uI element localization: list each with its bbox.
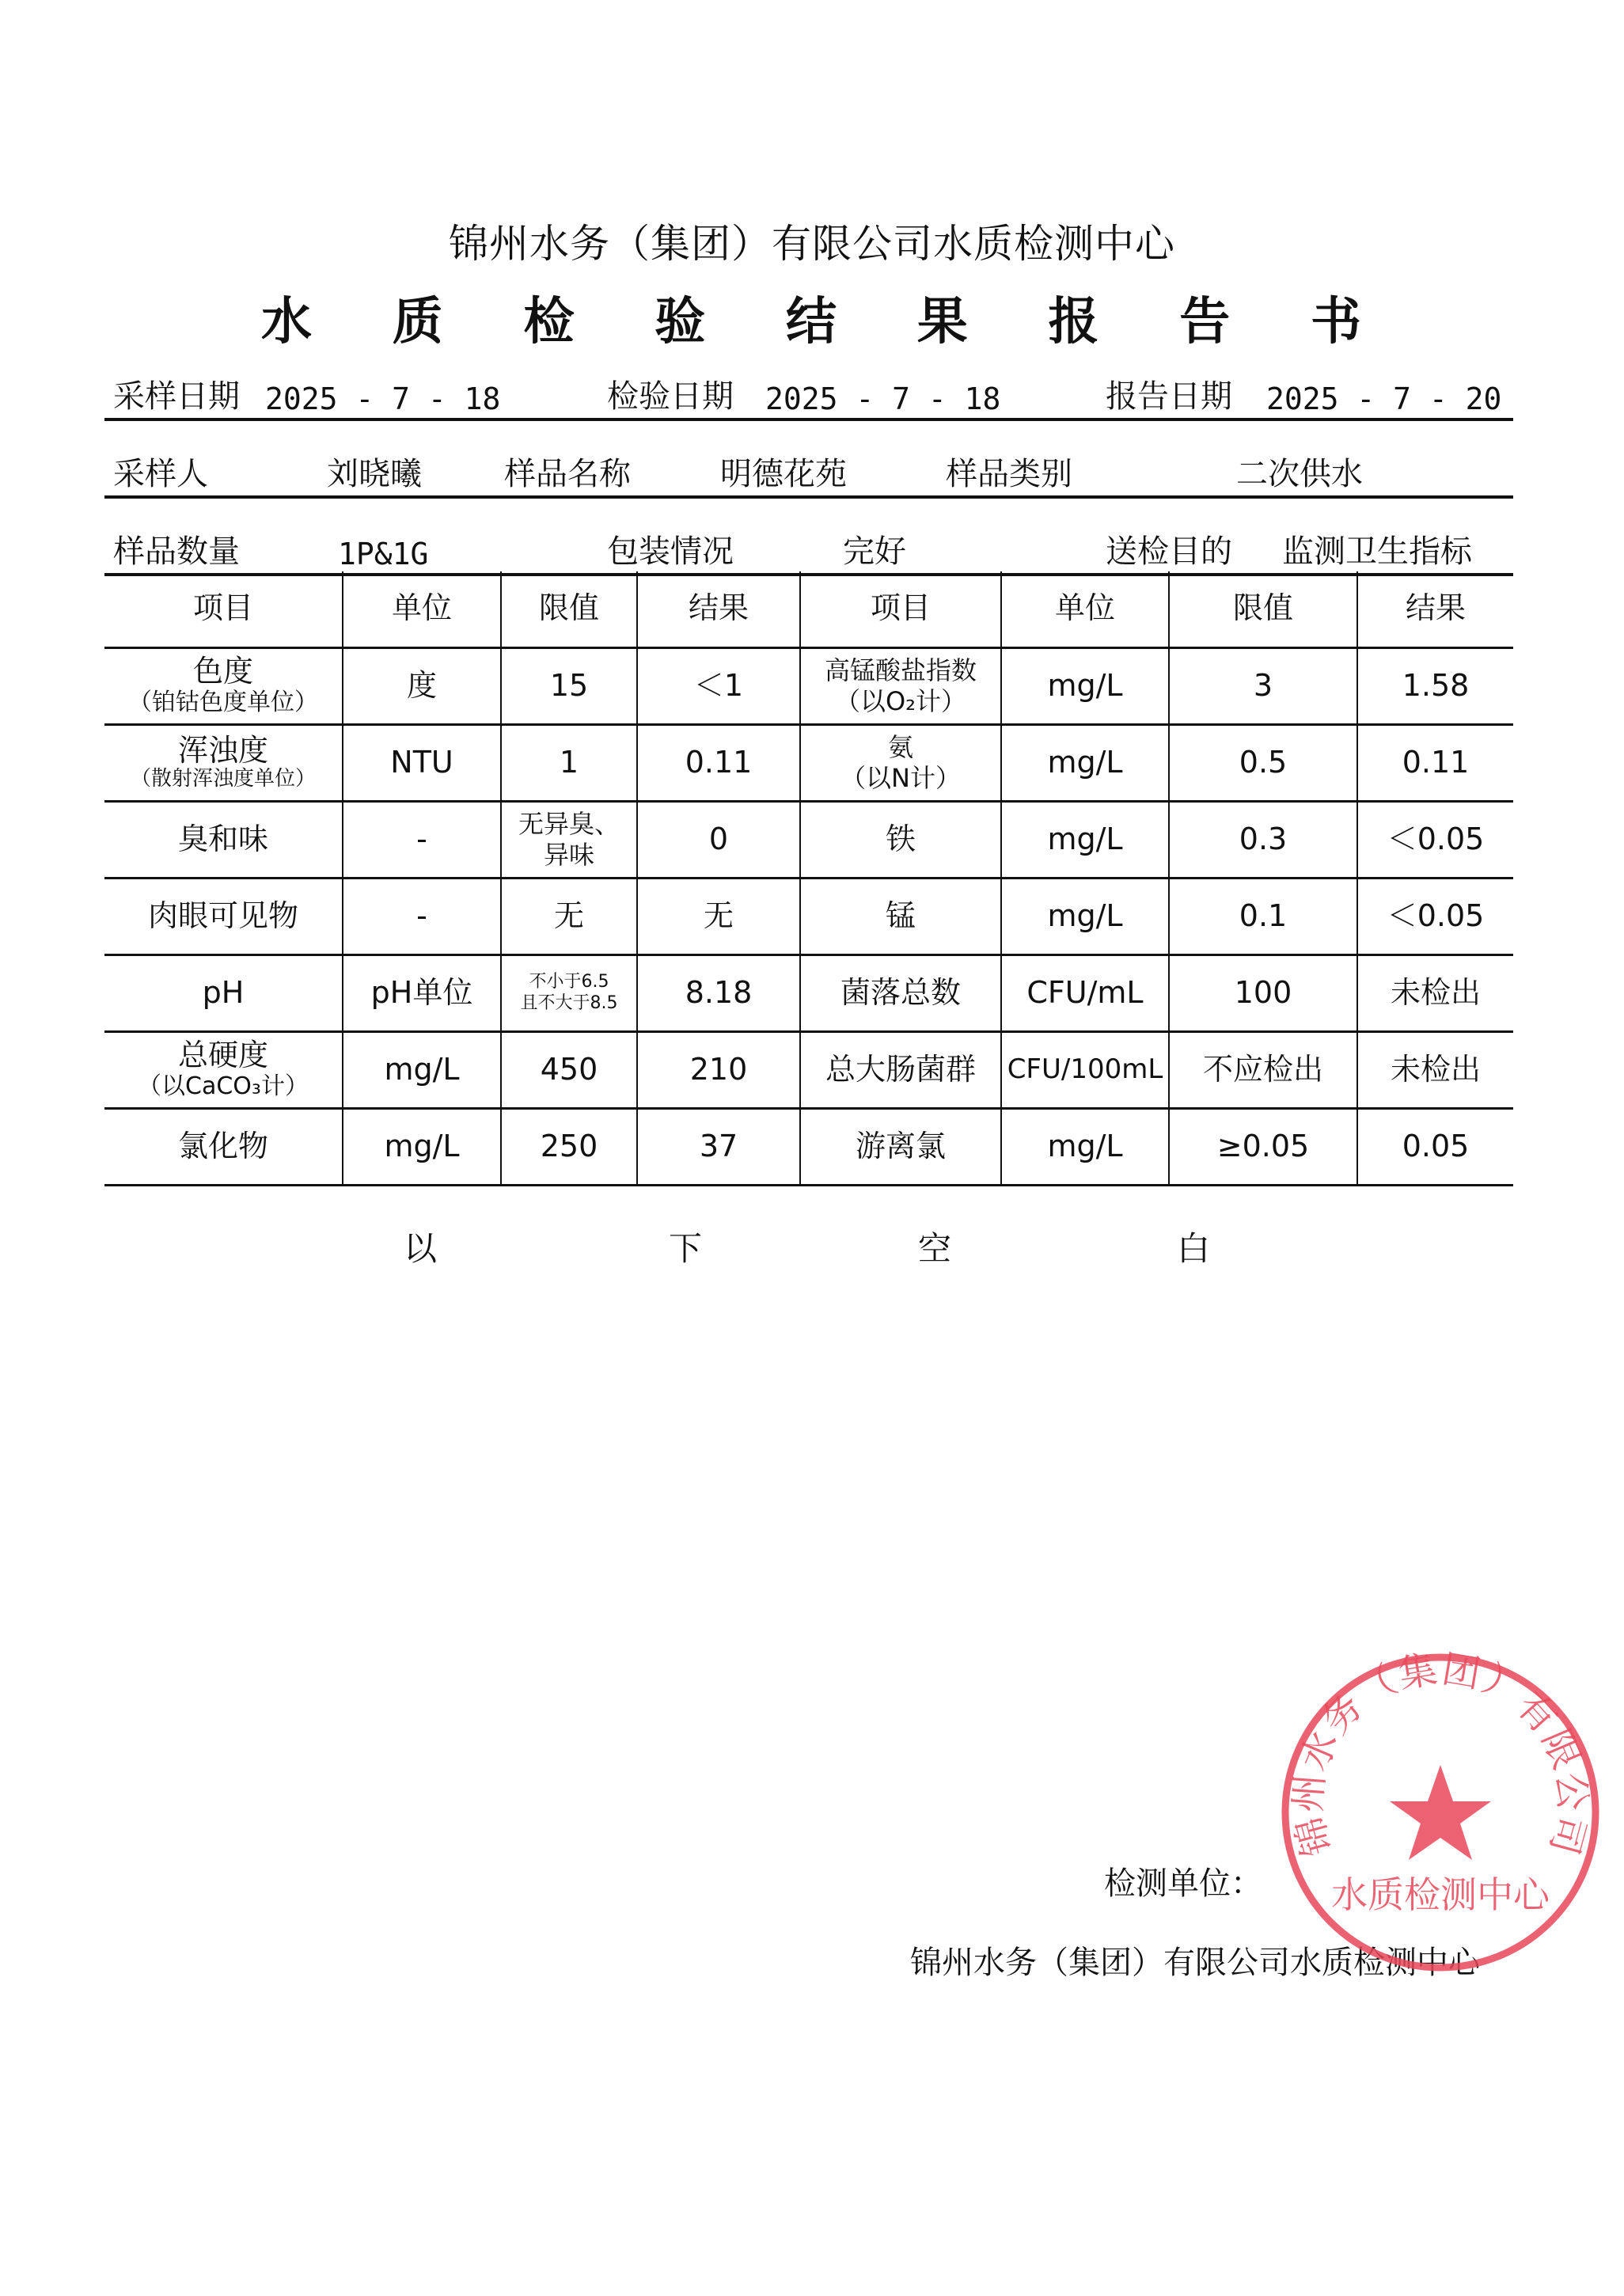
- result-cell: 37: [637, 1108, 800, 1185]
- limit-cell: 0.1: [1169, 878, 1357, 954]
- sample-date: 2025 - 7 - 18: [265, 381, 501, 416]
- item-cell: [104, 1031, 343, 1108]
- limit-cell: 0.3: [1169, 801, 1357, 878]
- item-cell: pH: [104, 954, 343, 1031]
- seal-graphic: [1274, 1646, 1607, 1979]
- item-cell: 肉眼可见物: [104, 878, 343, 954]
- item-cell: [104, 724, 343, 801]
- title-char: 报: [1048, 293, 1099, 351]
- sample-info-row: [107, 426, 1512, 497]
- table-row: [104, 1031, 1513, 1108]
- item-name: 高锰酸盐指数: [824, 655, 977, 686]
- title-char: 检: [523, 293, 575, 351]
- limit-line: 不小于6.5: [529, 972, 609, 992]
- item-name: 色度: [192, 654, 253, 689]
- sampler-label: 采样人: [113, 456, 208, 492]
- result-cell: 0.11: [1357, 724, 1513, 801]
- item-cell: 锰: [800, 878, 1001, 954]
- item-cell: 氯化物: [104, 1108, 343, 1185]
- blank-char: 空: [918, 1229, 952, 1268]
- results-table: [104, 571, 1513, 1186]
- item-note: （以N计）: [840, 762, 961, 793]
- unit-cell: mg/L: [343, 1108, 501, 1185]
- report-date: 2025 - 7 - 20: [1266, 381, 1502, 416]
- item-cell: 铁: [800, 801, 1001, 878]
- limit-cell: 100: [1169, 954, 1357, 1031]
- unit-cell: pH单位: [343, 954, 501, 1031]
- column-header: 结果: [637, 571, 800, 647]
- column-header: 单位: [1001, 571, 1169, 647]
- item-name: 总硬度: [177, 1038, 268, 1073]
- unit-cell: CFU/mL: [1001, 954, 1169, 1031]
- report-title: [261, 281, 1361, 354]
- sample-name-label: 样品名称: [504, 456, 631, 492]
- limit-line: 无异臭、: [518, 809, 620, 840]
- sample-type: 二次供水: [1236, 456, 1363, 492]
- limit-cell: ≥0.05: [1169, 1108, 1357, 1185]
- unit-cell: mg/L: [343, 1031, 501, 1108]
- unit-cell: mg/L: [1001, 647, 1169, 724]
- result-cell: 8.18: [637, 954, 800, 1031]
- blank-char: 下: [669, 1229, 703, 1268]
- item-cell: 游离氯: [800, 1108, 1001, 1185]
- unit-cell: mg/L: [1001, 878, 1169, 954]
- item-cell: [104, 647, 343, 724]
- limit-cell: [501, 801, 637, 878]
- title-char: 书: [1311, 293, 1361, 351]
- unit-cell: 度: [343, 647, 501, 724]
- unit-cell: mg/L: [1001, 801, 1169, 878]
- dates-row: [107, 348, 1512, 419]
- table-row: [104, 1108, 1513, 1185]
- limit-cell: 无: [501, 878, 637, 954]
- quantity: 1P&1G: [338, 537, 429, 571]
- organization-header: 锦州水务（集团）有限公司水质检测中心: [449, 221, 1175, 267]
- official-seal: [1274, 1646, 1607, 1979]
- result-cell: 1.58: [1357, 647, 1513, 724]
- result-cell: 0.05: [1357, 1108, 1513, 1185]
- testing-unit-name: 锦州水务（集团）有限公司水质检测中心: [910, 1945, 1480, 1981]
- table-row: [104, 954, 1513, 1031]
- sample-detail-row: [107, 503, 1512, 575]
- limit-cell: 450: [501, 1031, 637, 1108]
- limit-line: 异味: [543, 839, 594, 870]
- packaging: 完好: [843, 533, 906, 570]
- blank-below-notice: [0, 1223, 1624, 1270]
- title-char: 质: [392, 293, 443, 351]
- packaging-label: 包装情况: [607, 533, 734, 570]
- item-note: （铂钴色度单位）: [128, 689, 318, 717]
- sample-name: 明德花苑: [720, 456, 847, 492]
- result-cell: 0.11: [637, 724, 800, 801]
- limit-cell: 1: [501, 724, 637, 801]
- unit-cell: mg/L: [1001, 1108, 1169, 1185]
- title-char: 验: [655, 293, 706, 351]
- purpose: 监测卫生指标: [1282, 533, 1472, 570]
- result-cell: ＜1: [637, 647, 800, 724]
- title-char: 告: [1179, 293, 1231, 351]
- svg-text:水质检测中心: 水质检测中心: [1331, 1873, 1550, 1916]
- test-date: 2025 - 7 - 18: [765, 381, 1001, 416]
- table-row: [104, 724, 1513, 801]
- column-header: 项目: [800, 571, 1001, 647]
- item-cell: 总大肠菌群: [800, 1031, 1001, 1108]
- limit-line: 且不大于8.5: [520, 992, 618, 1013]
- sample-type-label: 样品类别: [946, 456, 1072, 492]
- unit-cell: NTU: [343, 724, 501, 801]
- limit-cell: 250: [501, 1108, 637, 1185]
- result-cell: 0: [637, 801, 800, 878]
- column-header: 限值: [1169, 571, 1357, 647]
- unit-cell: mg/L: [1001, 724, 1169, 801]
- sampler-name: 刘晓曦: [327, 456, 422, 492]
- item-note: （散射浑浊度单位）: [130, 767, 316, 791]
- item-cell: [800, 647, 1001, 724]
- table-row: [104, 801, 1513, 878]
- result-cell: 未检出: [1357, 954, 1513, 1031]
- sample-date-label: 采样日期: [113, 378, 240, 415]
- divider: [104, 418, 1513, 421]
- item-note: （以O₂计）: [834, 685, 967, 716]
- limit-cell: 3: [1169, 647, 1357, 724]
- column-header: 结果: [1357, 571, 1513, 647]
- title-char: 结: [786, 293, 837, 351]
- svg-text:锦州水务（集团）有限公司: 锦州水务（集团）有限公司: [1285, 1646, 1596, 1861]
- item-cell: 臭和味: [104, 801, 343, 878]
- result-cell: 未检出: [1357, 1031, 1513, 1108]
- report-date-label: 报告日期: [1106, 378, 1232, 415]
- unit-cell: -: [343, 878, 501, 954]
- result-cell: ＜0.05: [1357, 878, 1513, 954]
- item-cell: 菌落总数: [800, 954, 1001, 1031]
- unit-cell: CFU/100mL: [1001, 1031, 1169, 1108]
- limit-cell: [501, 954, 637, 1031]
- result-cell: ＜0.05: [1357, 801, 1513, 878]
- item-note: （以CaCO₃计）: [138, 1072, 309, 1101]
- column-header: 项目: [104, 571, 343, 647]
- limit-cell: 15: [501, 647, 637, 724]
- item-cell: [800, 724, 1001, 801]
- quantity-label: 样品数量: [113, 533, 240, 570]
- divider: [104, 495, 1513, 499]
- limit-cell: 不应检出: [1169, 1031, 1357, 1108]
- result-cell: 无: [637, 878, 800, 954]
- title-char: 水: [261, 293, 312, 351]
- item-name: 浑浊度: [177, 732, 268, 768]
- purpose-label: 送检目的: [1106, 533, 1232, 570]
- blank-char: 白: [1177, 1229, 1211, 1268]
- table-header-row: [104, 571, 1513, 647]
- result-cell: 210: [637, 1031, 800, 1108]
- column-header: 单位: [343, 571, 501, 647]
- item-name: 氨: [887, 732, 913, 763]
- title-char: 果: [916, 293, 968, 351]
- blank-char: 以: [404, 1229, 438, 1268]
- limit-cell: 0.5: [1169, 724, 1357, 801]
- table-row: [104, 647, 1513, 724]
- table-row: [104, 878, 1513, 954]
- column-header: 限值: [501, 571, 637, 647]
- test-date-label: 检验日期: [607, 378, 734, 415]
- unit-cell: -: [343, 801, 501, 878]
- testing-unit-label: 检测单位：: [1104, 1865, 1262, 1902]
